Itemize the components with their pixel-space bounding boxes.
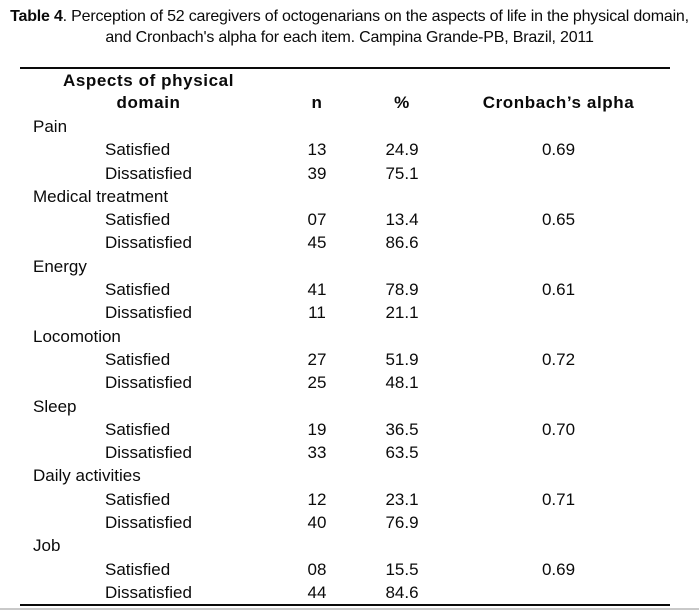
table-row [20,371,670,394]
category-label: Energy [33,256,87,276]
data-table [20,67,670,606]
pct-value: 76.9 [385,513,419,533]
category-row-medical-treatment [20,185,670,208]
row-label: Dissatisfied [105,443,192,463]
alpha-value: 0.69 [541,140,576,160]
category-row-locomotion [20,325,670,348]
category-label: Job [33,536,61,556]
alpha-value [447,371,670,394]
pct-value: 75.1 [385,163,419,183]
caption-line-1 [0,6,699,27]
pct-value: 48.1 [385,373,419,393]
n-value: 13 [307,140,327,160]
table-row [20,348,670,371]
header-aspects-line2: domain [116,93,181,112]
pct-value: 15.5 [385,559,419,579]
n-value: 33 [307,443,327,463]
pct-value: 78.9 [385,280,419,300]
row-label: Satisfied [105,280,171,300]
table-header-row [20,69,670,115]
table-caption [0,0,699,48]
alpha-value [447,162,670,185]
table-row [20,581,670,604]
header-aspects [20,70,277,115]
n-value: 08 [307,559,327,579]
table-row [20,138,670,161]
pct-value: 13.4 [385,210,419,230]
n-value: 25 [307,373,327,393]
pct-value: 21.1 [385,303,419,323]
alpha-value: 0.72 [541,349,576,369]
row-label: Dissatisfied [105,163,192,183]
table-row [20,231,670,254]
category-label: Sleep [33,396,77,416]
pct-value: 23.1 [385,489,419,509]
alpha-value [447,301,670,324]
n-value: 07 [307,210,327,230]
n-value: 44 [307,582,327,602]
category-label: Locomotion [33,326,121,346]
pct-value: 84.6 [385,582,419,602]
table-row [20,208,670,231]
category-label: Pain [33,117,68,136]
pct-value: 63.5 [385,443,419,463]
table-row [20,558,670,581]
alpha-value [447,581,670,604]
header-aspects-line1: Aspects of physical [62,71,235,90]
table-row [20,278,670,301]
header-n: n [311,93,323,112]
table-row [20,511,670,534]
n-value: 45 [307,233,327,253]
row-label: Dissatisfied [105,303,192,323]
row-label: Dissatisfied [105,513,192,533]
category-row-pain [20,115,670,138]
pct-value: 51.9 [385,349,419,369]
alpha-value: 0.65 [541,210,576,230]
alpha-value: 0.70 [541,419,576,439]
category-label: Daily activities [33,466,141,486]
category-label: Medical treatment [33,186,169,206]
n-value: 11 [308,303,326,323]
category-row-energy [20,255,670,278]
row-label: Satisfied [105,140,171,160]
n-value: 12 [307,489,327,509]
n-value: 27 [307,349,327,369]
category-row-job [20,534,670,557]
caption-table-number: Table 4 [10,8,63,25]
caption-line1-text: . Perception of 52 caregivers of octogenarians on the aspects of life in the physical domain, [62,8,689,25]
header-percent: % [394,93,410,112]
alpha-value [447,441,670,464]
row-label: Satisfied [105,210,171,230]
row-label: Satisfied [105,559,171,579]
row-label: Dissatisfied [105,233,192,253]
pct-value: 24.9 [385,140,419,160]
table-row [20,488,670,511]
alpha-value: 0.61 [541,280,576,300]
category-row-daily-activities [20,464,670,487]
n-value: 41 [307,280,327,300]
alpha-value [447,231,670,254]
table-row [20,162,670,185]
row-label: Satisfied [105,419,171,439]
alpha-value [447,511,670,534]
alpha-value: 0.69 [541,559,576,579]
n-value: 40 [307,513,327,533]
category-row-sleep [20,395,670,418]
caption-line-2: and Cronbach's alpha for each item. Campina Grande-PB, Brazil, 2011 [105,29,594,46]
row-label: Dissatisfied [105,373,192,393]
pct-value: 36.5 [385,419,419,439]
row-label: Dissatisfied [105,582,192,602]
n-value: 39 [307,163,327,183]
pct-value: 86.6 [385,233,419,253]
table-row [20,418,670,441]
alpha-value: 0.71 [541,489,576,509]
table-row [20,441,670,464]
table-row [20,301,670,324]
n-value: 19 [307,419,327,439]
row-label: Satisfied [105,349,171,369]
header-cronbach-alpha: Cronbach’s alpha [482,93,635,112]
row-label: Satisfied [105,489,171,509]
